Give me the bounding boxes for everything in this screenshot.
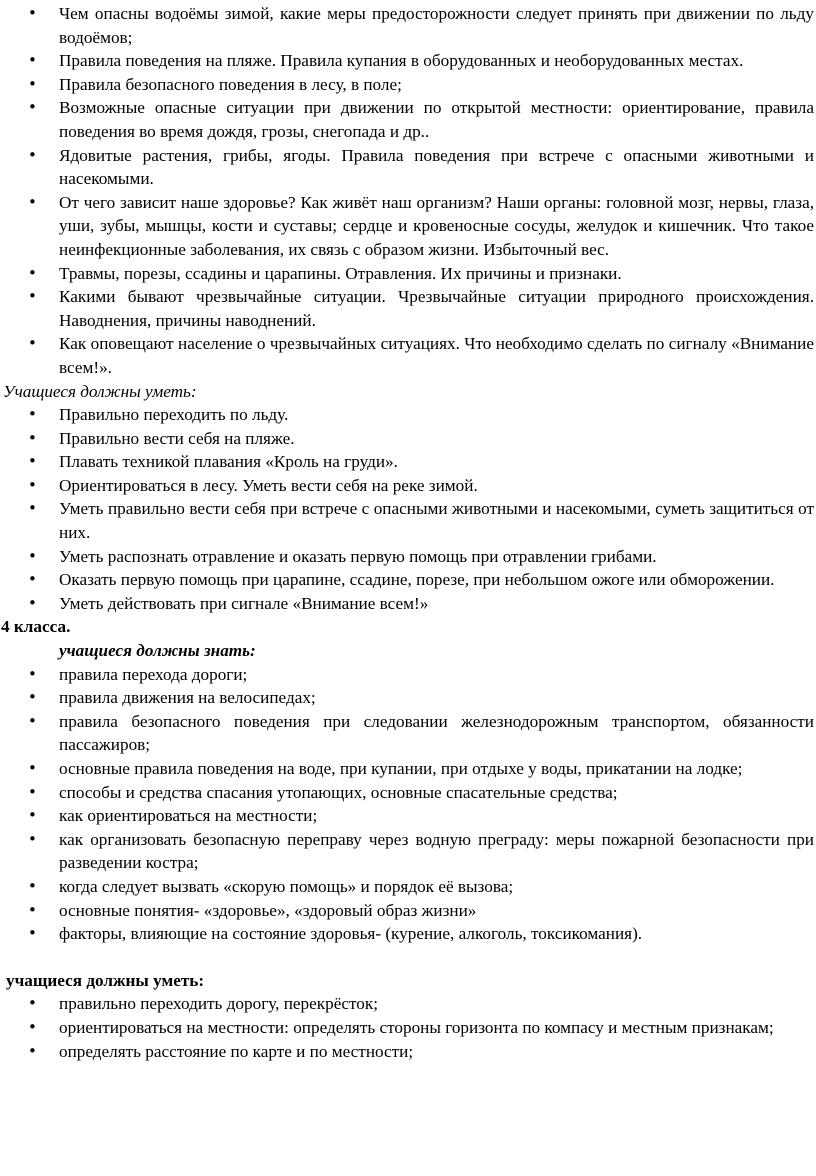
list-item: • Правила поведения на пляже. Правила купания в оборудованных и необорудованных местах. (0, 49, 816, 73)
topics-list (0, 2, 816, 380)
list-item: • Правила безопасного поведения в лесу, в поле; (0, 73, 816, 97)
skills-list-4 (0, 992, 816, 1063)
list-item: • когда следует вызвать «скорую помощь» и порядок её вызова; (0, 875, 816, 899)
list-item: • правила перехода дороги; (0, 663, 816, 687)
list-item: • определять расстояние по карте и по местности; (0, 1040, 816, 1064)
knowledge-list (0, 663, 816, 946)
list-item: • правильно переходить дорогу, перекрёсток; (0, 992, 816, 1016)
list-item: • Уметь правильно вести себя при встрече с опасными животными и насекомыми, суметь защититься от них. (0, 497, 816, 544)
list-item: • Возможные опасные ситуации при движении по открытой местности: ориентирование, правила поведения во время дождя, грозы, снегопада и др.. (0, 96, 816, 143)
list-item: • Ядовитые растения, грибы, ягоды. Правила поведения при встрече с опасными животными и насекомыми. (0, 144, 816, 191)
list-item: • Правильно вести себя на пляже. (0, 427, 816, 451)
list-item: • способы и средства спасания утопающих, основные спасательные средства; (0, 781, 816, 805)
list-item: • Чем опасны водоёмы зимой, какие меры предосторожности следует принять при движении по льду водоёмов; (0, 2, 816, 49)
list-item: • ориентироваться на местности: определять стороны горизонта по компасу и местным признакам; (0, 1016, 816, 1040)
list-item: • Травмы, порезы, ссадины и царапины. Отравления. Их причины и признаки. (0, 262, 816, 286)
section-heading-skills-4: учащиеся должны уметь: (6, 970, 205, 990)
section-heading-skills: Учащиеся должны уметь: (3, 381, 197, 401)
list-item: • как организовать безопасную переправу через водную преграду: меры пожарной безопасности при разведении костра; (0, 828, 816, 875)
list-item: • Как оповещают население о чрезвычайных ситуациях. Что необходимо сделать по сигналу «Внимание всем!». (0, 332, 816, 379)
list-item: • как ориентироваться на местности; (0, 804, 816, 828)
list-item: • основные правила поведения на воде, при купании, при отдыхе у воды, прикатании на лодке; (0, 757, 816, 781)
section-heading-knowledge: учащиеся должны знать: (59, 641, 256, 661)
list-item: • Правильно переходить по льду. (0, 403, 816, 427)
list-item: • факторы, влияющие на состояние здоровья- (курение, алкоголь, токсикомания). (0, 922, 816, 946)
list-item: • основные понятия- «здоровье», «здоровый образ жизни» (0, 899, 816, 923)
list-item: • Оказать первую помощь при царапине, ссадине, порезе, при небольшом ожоге или обморожении. (0, 568, 816, 592)
list-item: • Ориентироваться в лесу. Уметь вести себя на реке зимой. (0, 474, 816, 498)
grade-heading: 4 класса. (1, 617, 71, 637)
list-item: • Уметь действовать при сигнале «Внимание всем!» (0, 592, 816, 616)
list-item: • От чего зависит наше здоровье? Как живёт наш организм? Наши органы: головной мозг, нервы, глаза, уши, зубы, мышцы, кости и суставы; сердце и кровеносные сосуды, желудок и кишечник. Что такое неинфекционные заболевания, их связь с образом жизни. Избыточный вес. (0, 191, 816, 262)
list-item: • Уметь распознать отравление и оказать первую помощь при отравлении грибами. (0, 545, 816, 569)
list-item: • правила движения на велосипедах; (0, 686, 816, 710)
skills-list (0, 403, 816, 615)
spacer (0, 946, 816, 969)
list-item: • Плавать техникой плавания «Кроль на груди». (0, 450, 816, 474)
list-item: • Какими бывают чрезвычайные ситуации. Чрезвычайные ситуации природного происхождения. Наводнения, причины наводнений. (0, 285, 816, 332)
list-item: • правила безопасного поведения при следовании железнодорожным транспортом, обязанности пассажиров; (0, 710, 816, 757)
